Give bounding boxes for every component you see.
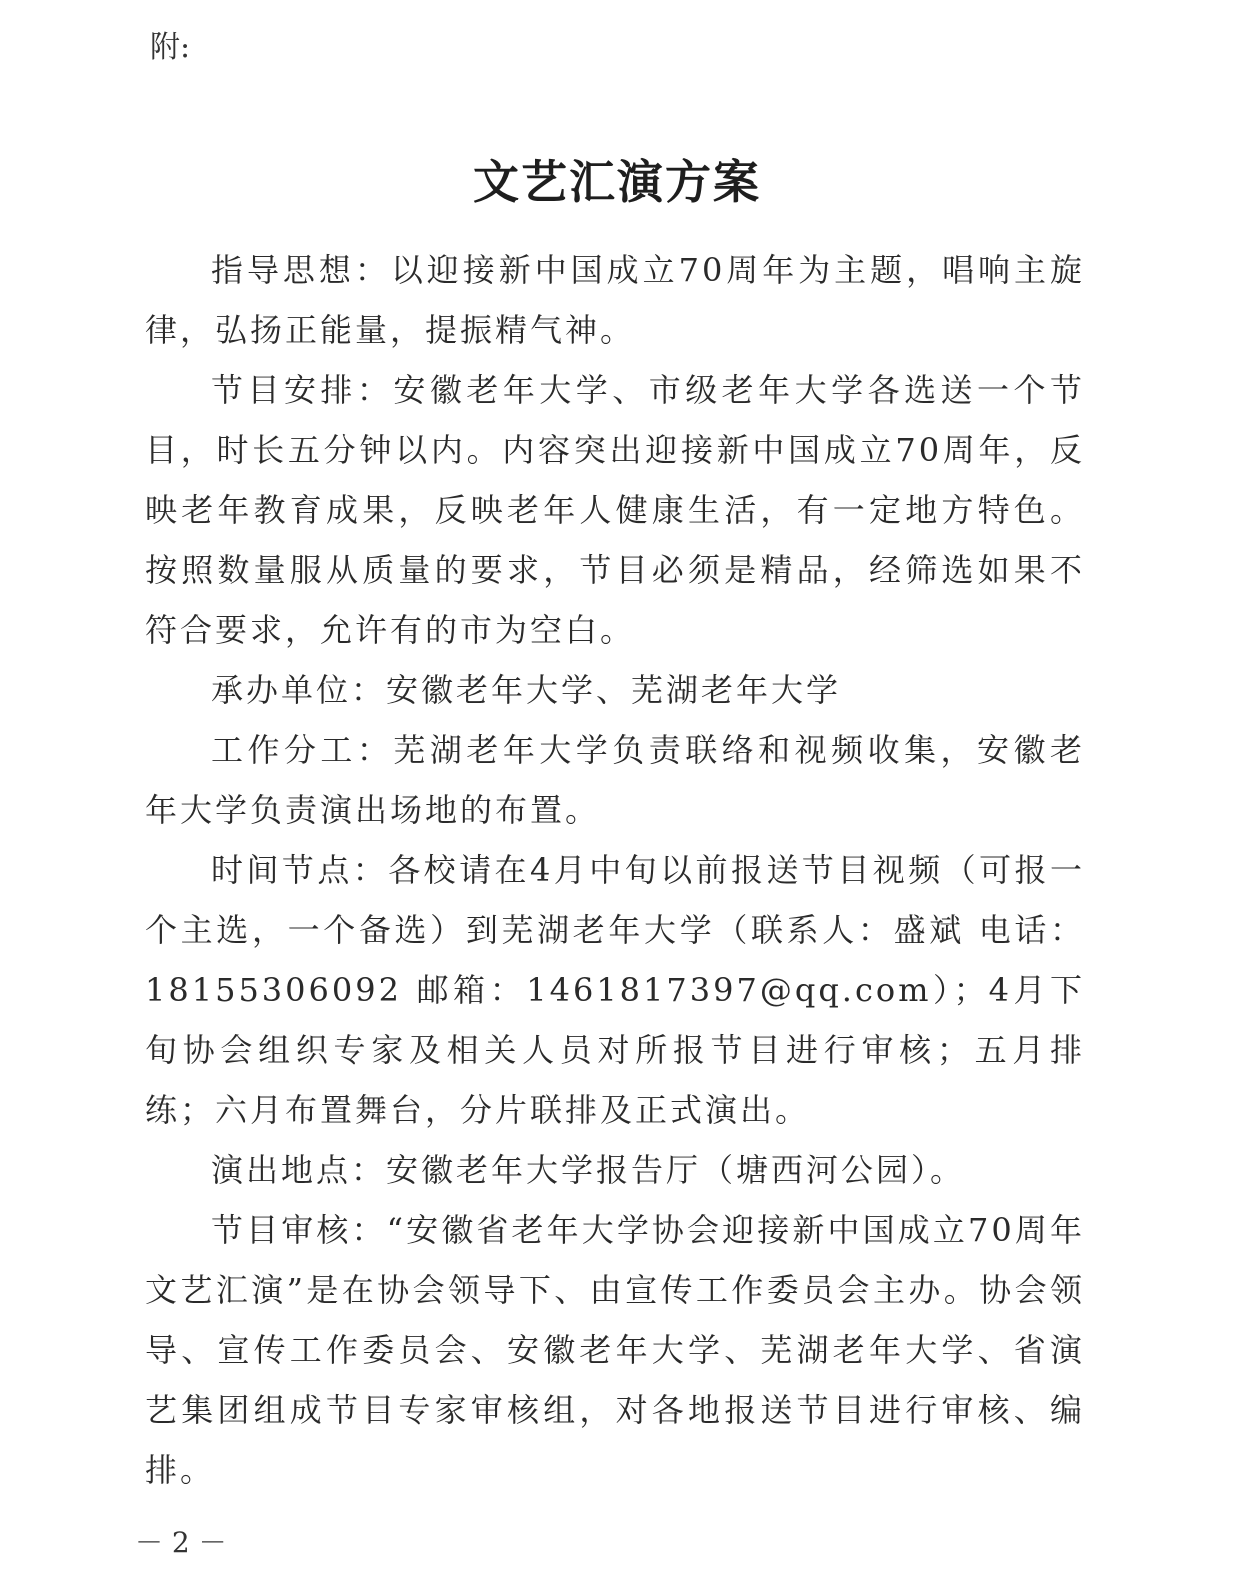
paragraph-division-of-work: 工作分工：芜湖老年大学负责联络和视频收集，安徽老年大学负责演出场地的布置。 xyxy=(145,731,1085,829)
document-body xyxy=(145,240,1085,1500)
paragraph-venue: 演出地点：安徽老年大学报告厅（塘西河公园）。 xyxy=(211,1151,966,1189)
attachment-label: 附: xyxy=(150,30,191,65)
paragraph-organizers: 承办单位：安徽老年大学、芜湖老年大学 xyxy=(211,671,842,709)
paragraph-guiding-thought: 指导思想：以迎接新中国成立70周年为主题，唱响主旋律，弘扬正能量，提振精气神。 xyxy=(145,251,1085,349)
page-number: － 2 － xyxy=(135,1526,227,1559)
document-title: 文艺汇演方案 xyxy=(473,155,761,209)
paragraph-program-arrangement: 节目安排：安徽老年大学、市级老年大学各选送一个节目，时长五分钟以内。内容突出迎接新中国成立70周年，反映老年教育成果，反映老年人健康生活，有一定地方特色。按照数量服从质量的要求，节目必须是精品，经筛选如果不符合要求，允许有的市为空白。 xyxy=(145,371,1085,649)
paragraph-program-review: 节目审核：“安徽省老年大学协会迎接新中国成立70周年文艺汇演”是在协会领导下、由宣传工作委员会主办。协会领导、宣传工作委员会、安徽老年大学、芜湖老年大学、省演艺集团组成节目专家审核组，对各地报送节目进行审核、编排。 xyxy=(145,1211,1085,1489)
paragraph-timeline: 时间节点：各校请在4月中旬以前报送节目视频（可报一个主选，一个备选）到芜湖老年大学（联系人：盛斌 电话：18155306092 邮箱：1461817397@qq.com）；4月下旬协会组织专家及相关人员对所报节目进行审核；五月排练；六月布置舞台，分片联排及正式演出。 xyxy=(145,851,1085,1129)
